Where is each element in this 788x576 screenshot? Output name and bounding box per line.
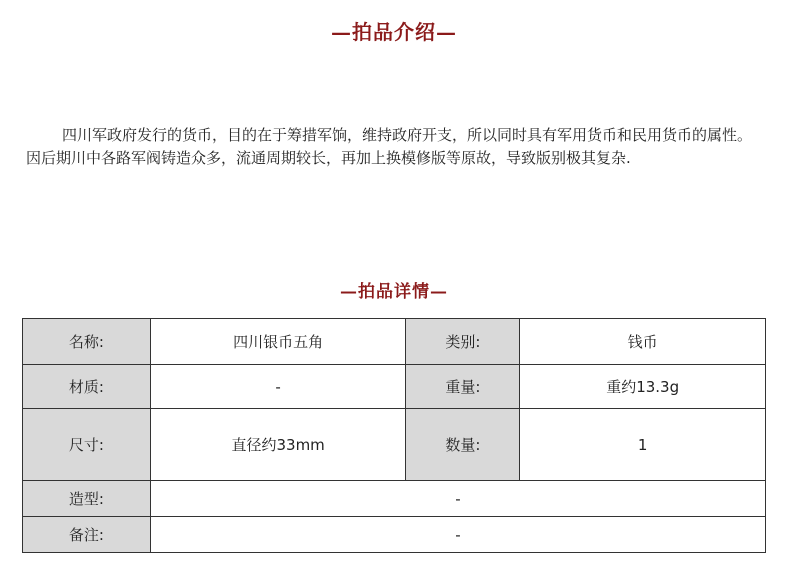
shape-value: - <box>150 481 765 517</box>
category-label: 类别: <box>406 319 520 365</box>
material-label: 材质: <box>23 365 151 409</box>
details-section-title: —拍品详情— <box>340 282 448 302</box>
table-row <box>23 365 766 409</box>
table-row <box>23 319 766 365</box>
weight-label: 重量: <box>406 365 520 409</box>
quantity-label: 数量: <box>406 409 520 481</box>
category-value: 钱币 <box>520 319 766 365</box>
material-value: - <box>150 365 406 409</box>
name-label: 名称: <box>23 319 151 365</box>
table-row <box>23 409 766 481</box>
name-value: 四川银币五角 <box>150 319 406 365</box>
shape-label: 造型: <box>23 481 151 517</box>
remarks-value: - <box>150 517 765 553</box>
quantity-value: 1 <box>520 409 766 481</box>
remarks-label: 备注: <box>23 517 151 553</box>
details-table <box>22 318 766 553</box>
weight-value: 重约13.3g <box>520 365 766 409</box>
intro-paragraph: 四川军政府发行的货币，目的在于筹措军饷，维持政府开支，所以同时具有军用货币和民用货币的属性。因后期川中各路军阀铸造众多，流通周期较长，再加上换模修版等原故，导致版别极其复杂. <box>26 126 753 167</box>
intro-section-title: —拍品介绍— <box>331 20 457 44</box>
size-label: 尺寸: <box>23 409 151 481</box>
size-value: 直径约33mm <box>150 409 406 481</box>
table-row <box>23 517 766 553</box>
table-row <box>23 481 766 517</box>
